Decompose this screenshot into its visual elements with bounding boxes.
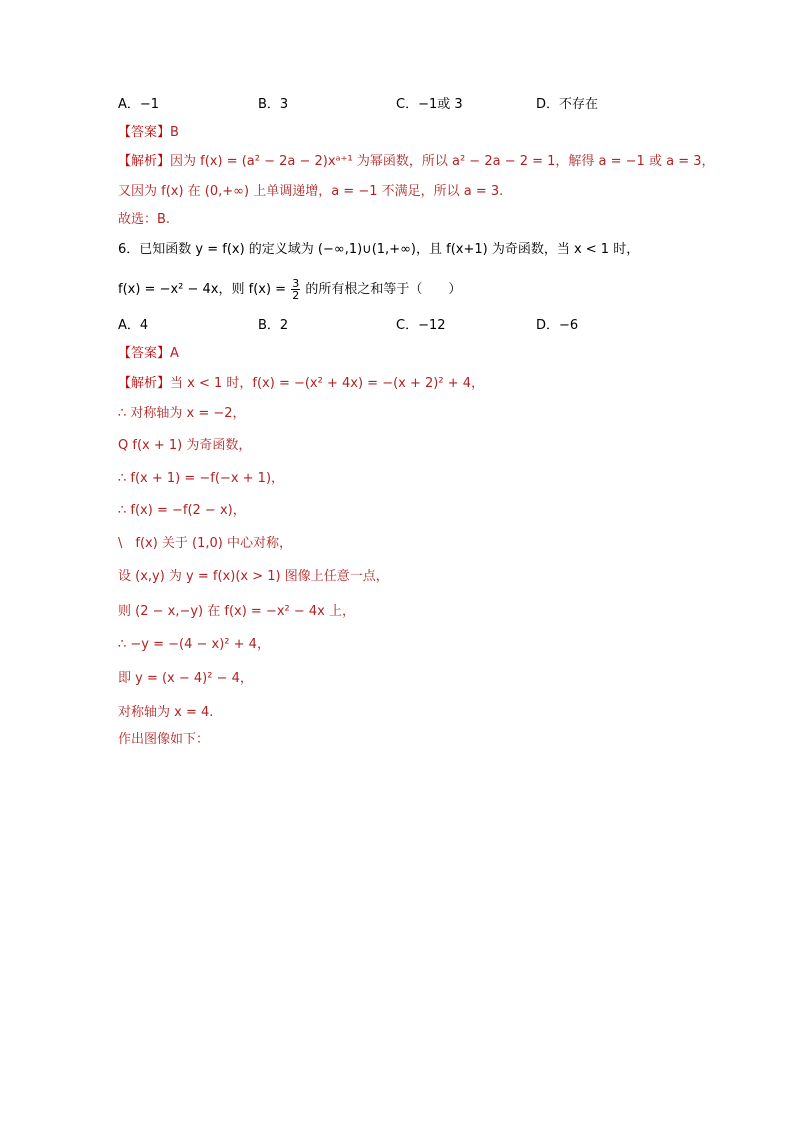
q6-option-c: C．−12	[396, 318, 446, 333]
q6-fraction-numerator: 3	[292, 277, 300, 290]
q6-stem-part-2: 的所有根之和等于（ ）	[305, 282, 462, 297]
q5-answer-tag: 【答案】	[118, 125, 171, 140]
q5-answer	[118, 124, 179, 142]
q6-analysis-step-5: ∴ f(x) = −f(2 − x)，	[118, 503, 246, 518]
q6-analysis-step-8: 则 (2 − x,−y) 在 f(x) = −x² − 4x 上，	[118, 604, 356, 619]
q5-analysis-tag: 【解析】	[118, 154, 171, 169]
q6-analysis-step-11: 对称轴为 x = 4.	[118, 705, 214, 720]
q5-option-b: B．3	[258, 97, 289, 112]
q6-answer	[118, 345, 179, 363]
q6-fraction-denominator: 2	[292, 289, 300, 302]
q6-analysis-step-12: 作出图像如下：	[118, 732, 210, 747]
q5-option-a: A．−1	[118, 97, 160, 112]
q5-conclusion: 故选：B.	[118, 212, 171, 227]
q6-stem-part-1: f(x) = −x² − 4x，则 f(x) =	[118, 282, 287, 297]
q5-analysis-line-2: 又因为 f(x) 在 (0,+∞) 上单调递增，a = −1 不满足，所以 a = 3.	[118, 184, 504, 199]
q6-analysis-step-4: ∴ f(x + 1) = −f(−x + 1)，	[118, 471, 285, 486]
q6-stem-line-1: 6．已知函数 y = f(x) 的定义域为 (−∞,1)∪(1,+∞)，且 f(x+1) 为奇函数，当 x < 1 时，	[118, 242, 640, 257]
q5-option-d: D．不存在	[536, 97, 599, 112]
q6-analysis-tag: 【解析】	[118, 376, 171, 391]
q6-fraction	[291, 278, 300, 301]
q6-answer-tag: 【答案】	[118, 346, 171, 361]
q6-analysis-step-6: \ f(x) 关于 (1,0) 中心对称，	[118, 536, 293, 551]
q5-analysis-text-1: 因为 f(x) = (a² − 2a − 2)xᵃ⁺¹ 为幂函数，所以 a² − 2a − 2 = 1，解得 a = −1 或 a = 3，	[170, 154, 715, 169]
q6-answer-value: A	[170, 346, 179, 361]
q6-stem-line-2	[118, 278, 461, 301]
q5-option-c: C．−1或 3	[396, 97, 463, 112]
q6-analysis-step-2: ∴ 对称轴为 x = −2，	[118, 406, 246, 421]
q6-analysis-step-9: ∴ −y = −(4 − x)² + 4，	[118, 637, 270, 652]
q5-analysis-line-1	[118, 153, 715, 171]
q6-analysis-step-3: Q f(x + 1) 为奇函数，	[118, 438, 252, 453]
q6-option-d: D．−6	[536, 318, 579, 333]
q5-answer-value: B	[170, 125, 179, 140]
q6-analysis-step-1	[118, 375, 484, 393]
q6-analysis-step-7: 设 (x,y) 为 y = f(x)(x > 1) 图像上任意一点，	[118, 569, 389, 584]
q6-option-a: A．4	[118, 318, 149, 333]
q6-option-b: B．2	[258, 318, 289, 333]
q6-step-text-1: 当 x < 1 时，f(x) = −(x² + 4x) = −(x + 2)² + 4，	[170, 376, 484, 391]
q6-analysis-step-10: 即 y = (x − 4)² − 4，	[118, 671, 253, 686]
